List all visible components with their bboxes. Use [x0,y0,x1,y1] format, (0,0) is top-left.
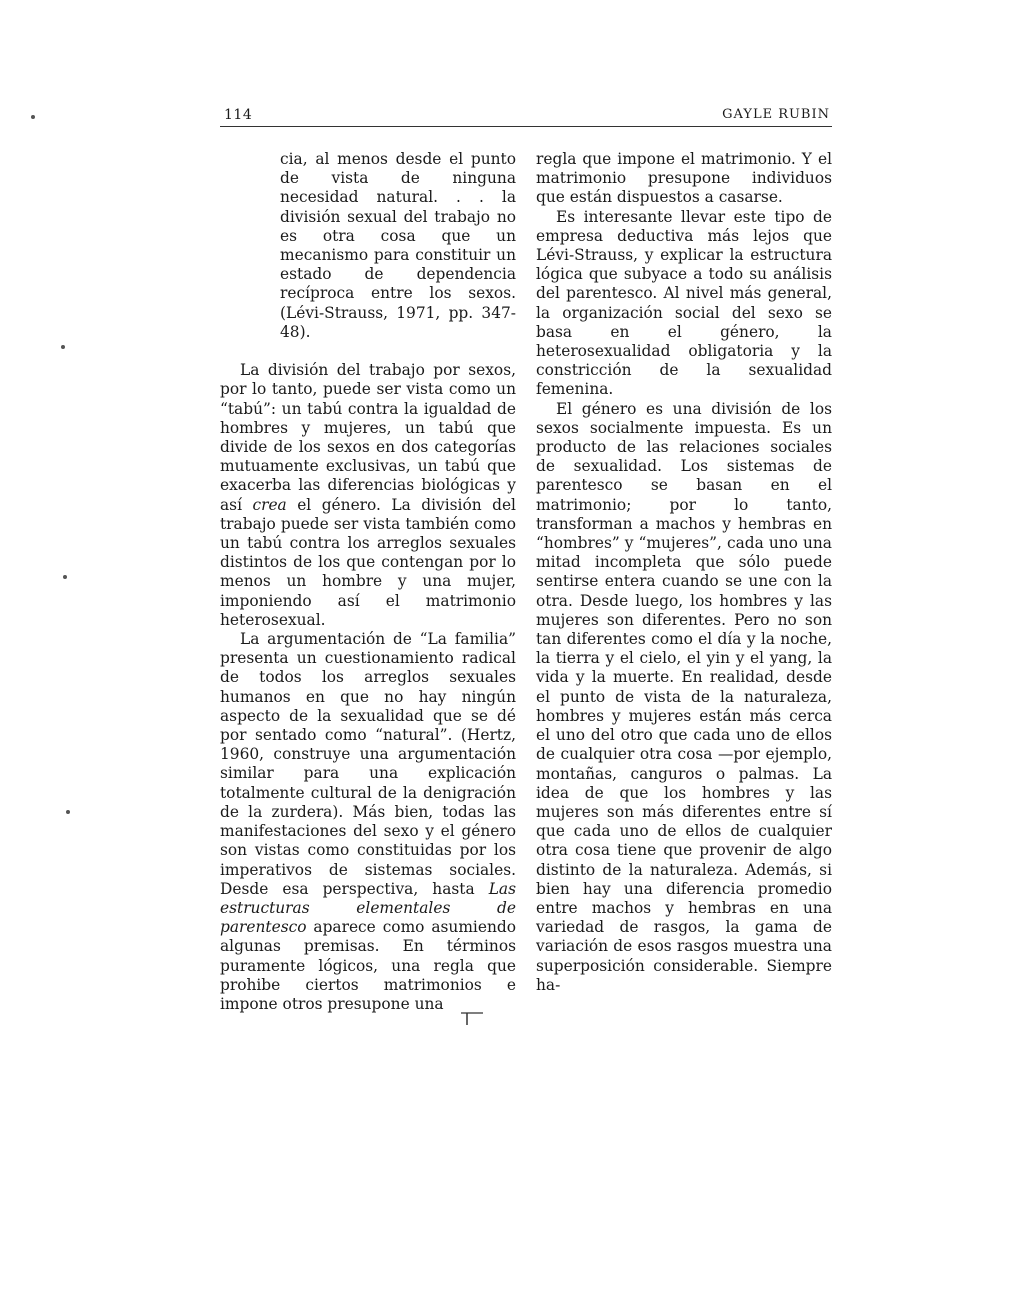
left-column [220,150,516,1014]
scan-speck [31,115,35,119]
scan-speck [63,575,67,579]
scan-speck [66,810,70,814]
right-column [536,150,832,995]
paragraph: El género es una división de los sexos socialmente impuesta. Es un producto de las relaciones sociales de sexualidad. Los sistemas de parentesco se basan en el matrimonio; por lo tanto, transforman a machos y hembras en “hombres” y “mujeres”, cada uno una mitad incompleta que sólo puede sentirse entera cuando se une con la otra. Desde luego, los hombres y las mujeres son diferentes. Pero no son tan diferentes como el día y la noche, la tierra y el cielo, el yin y el yang, la vida y la muerte. En realidad, desde el punto de vista de la naturaleza, hombres y mujeres están más cerca el uno del otro que cada uno de ellos de cualquier otra cosa —por ejemplo, montañas, canguros o palmas. La idea de que los hombres y las mujeres son más diferentes entre sí que cada uno de ellos de cualquier otra cosa tiene que provenir de algo distinto de la naturaleza. Además, si bien hay una diferencia promedio entre machos y hembras en una variedad de rasgos, la gama de variación de esos rasgos muestra una superposición considerable. Siempre ha- [536,399,832,994]
running-head: GAYLE RUBIN [722,107,830,122]
page-fold-mark [461,1012,483,1026]
paragraph: Es interesante llevar este tipo de empresa deductiva más lejos que Lévi-Strauss, y explicar la estructura lógica que subyace a todo su análisis del parentesco. Al nivel más general, la organización social del sexo se basa en el género, la heterosexualidad obligatoria y la constricción de la sexualidad femenina. [536,207,832,399]
scan-speck [61,345,65,349]
page-number: 114 [224,107,253,123]
block-quote: cia, al menos desde el punto de vista de ninguna necesidad natural. . . la división sexual del trabajo no es otra cosa que un mecanismo para constituir un estado de dependencia recíproca entre los sexos. (Lévi-Strauss, 1971, pp. 347-48). [280,150,516,341]
paragraph: regla que impone el matrimonio. Y el matrimonio presupone individuos que están dispuestos a casarse. [536,150,832,207]
paragraph: La argumentación de “La familia” presenta un cuestionamiento radical de todos los arreglos sexuales humanos en que no hay ningún aspecto de la sexualidad que se dé por sentado como “natural”. (Hertz, 1960, construye una argumentación similar para una explicación totalmente cultural de la denigración de la zurdera). Más bien, todas las manifestaciones del sexo y el género son vistas como constituidas por los imperativos de sistemas sociales. Desde esa perspectiva, hasta Las estructuras elementales de parentesco aparece como asumiendo algunas premisas. En términos puramente lógicos, una regla que prohibe ciertos matrimonios e impone otros presupone una [220,630,516,1013]
header-rule [220,126,832,127]
paragraph: La división del trabajo por sexos, por lo tanto, puede ser vista como un “tabú”: un tabú contra la igualdad de hombres y mujeres, un tabú que divide de los sexos en dos categorías mutuamente exclusivas, un tabú que exacerba las diferencias biológicas y así crea el género. La división del trabajo puede ser vista también como un tabú contra los arreglos sexuales distintos de los que contengan por lo menos un hombre y una mujer, imponiendo así el matrimonio heterosexual. [220,361,516,629]
